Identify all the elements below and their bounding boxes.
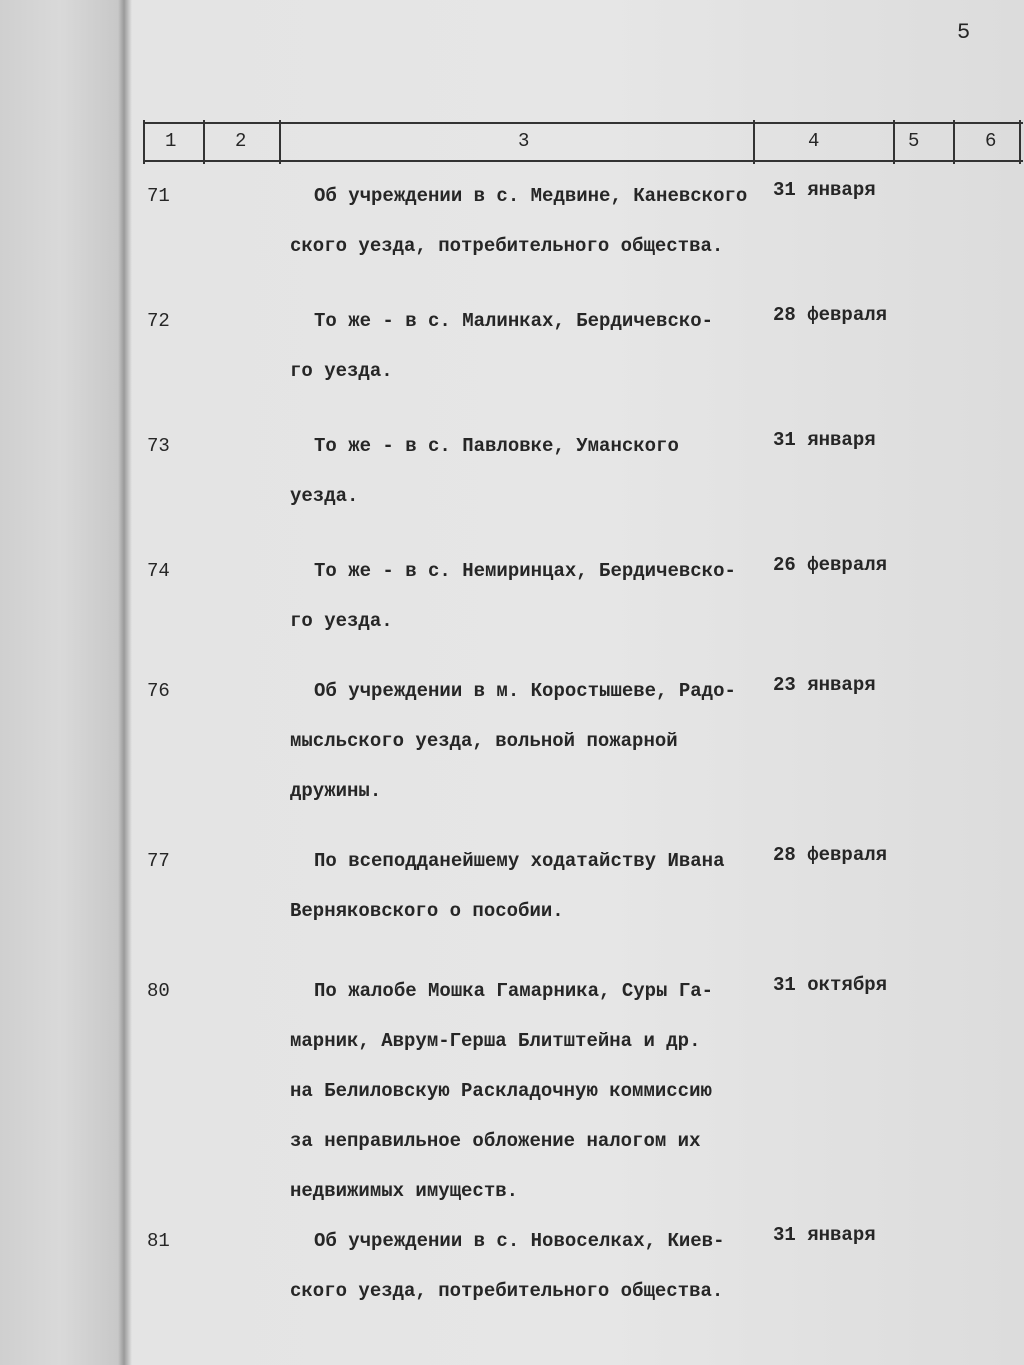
description-line: Об учреждении в м. Коростышеве, Радо- bbox=[314, 680, 736, 702]
description-line: мысльского уезда, вольной пожарной bbox=[290, 730, 678, 752]
description-line: То же - в с. Немиринцах, Бердичевско- bbox=[314, 560, 736, 582]
description-line: То же - в с. Малинках, Бердичевско- bbox=[314, 310, 714, 332]
description-line: По жалобе Мошка Гамарника, Суры Га- bbox=[314, 980, 714, 1002]
table-header bbox=[143, 122, 1023, 162]
entry-number: 76 bbox=[147, 680, 170, 702]
entry-description bbox=[290, 421, 760, 521]
entry-description bbox=[290, 666, 760, 816]
entry-number: 77 bbox=[147, 850, 170, 872]
entry-number: 80 bbox=[147, 980, 170, 1002]
entry-date: 23 января bbox=[773, 674, 876, 696]
entry-date: 28 февраля bbox=[773, 844, 888, 866]
entry-number: 81 bbox=[147, 1230, 170, 1252]
entry-date: 31 января bbox=[773, 429, 876, 451]
entry-date: 31 января bbox=[773, 179, 876, 201]
entry-date: 31 января bbox=[773, 1224, 876, 1246]
entry-date: 31 октября bbox=[773, 974, 888, 996]
entry-date: 26 февраля bbox=[773, 554, 888, 576]
entry-description bbox=[290, 171, 760, 271]
description-line: Верняковского о пособии. bbox=[290, 900, 564, 922]
entry-description bbox=[290, 546, 760, 646]
column-header-1: 1 bbox=[165, 130, 177, 152]
description-line: за неправильное обложение налогом их bbox=[290, 1130, 701, 1152]
entry-number: 73 bbox=[147, 435, 170, 457]
column-header-3: 3 bbox=[518, 130, 530, 152]
column-header-5: 5 bbox=[908, 130, 920, 152]
entry-number: 71 bbox=[147, 185, 170, 207]
description-line: недвижимых имуществ. bbox=[290, 1180, 519, 1202]
page-number: 5 bbox=[957, 20, 971, 45]
description-line: По всеподданейшему ходатайству Ивана bbox=[314, 850, 725, 872]
description-line: Об учреждении в с. Медвине, Каневского bbox=[314, 185, 748, 207]
description-line: То же - в с. Павловке, Уманского bbox=[314, 435, 679, 457]
entry-date: 28 февраля bbox=[773, 304, 888, 326]
entry-description bbox=[290, 296, 760, 396]
description-line: на Белиловскую Раскладочную коммиссию bbox=[290, 1080, 712, 1102]
description-line: ского уезда, потребительного общества. bbox=[290, 1280, 724, 1302]
description-line: го уезда. bbox=[290, 610, 393, 632]
entry-description bbox=[290, 966, 760, 1216]
entry-description bbox=[290, 836, 760, 936]
entry-description bbox=[290, 1216, 760, 1316]
description-line: марник, Аврум-Герша Блитштейна и др. bbox=[290, 1030, 701, 1052]
description-line: го уезда. bbox=[290, 360, 393, 382]
entry-number: 72 bbox=[147, 310, 170, 332]
description-line: ского уезда, потребительного общества. bbox=[290, 235, 724, 257]
description-line: уезда. bbox=[290, 485, 359, 507]
column-header-4: 4 bbox=[808, 130, 820, 152]
column-header-6: 6 bbox=[985, 130, 997, 152]
description-line: дружины. bbox=[290, 780, 382, 802]
column-header-2: 2 bbox=[235, 130, 247, 152]
entry-number: 74 bbox=[147, 560, 170, 582]
description-line: Об учреждении в с. Новоселках, Киев- bbox=[314, 1230, 725, 1252]
